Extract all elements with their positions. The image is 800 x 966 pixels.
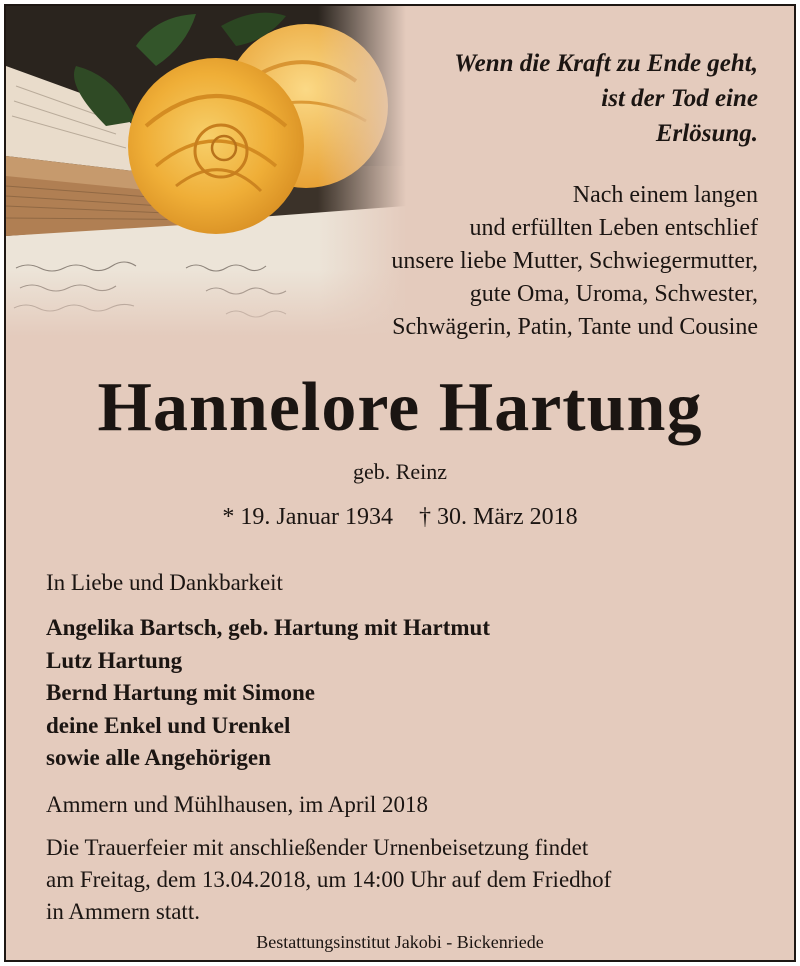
thanks-line: In Liebe und Dankbarkeit: [46, 570, 283, 595]
mourner: Lutz Hartung: [46, 647, 183, 673]
service-info: [46, 832, 764, 928]
quote-line: Wenn die Kraft zu Ende geht,: [454, 50, 758, 77]
death-date: † 30. März 2018: [419, 504, 578, 530]
service-line: am Freitag, dem 13.04.2018, um 14:00 Uhr auf dem Friedhof: [46, 867, 612, 892]
intro-text: [391, 179, 758, 344]
intro-line: Schwägerin, Patin, Tante und Cousine: [392, 314, 758, 340]
service-line: Die Trauerfeier mit anschließender Urnenbeisetzung findet: [46, 835, 589, 860]
intro-line: Nach einem langen: [572, 182, 758, 208]
mourner: sowie alle Angehörigen: [46, 745, 271, 770]
birth-date: * 19. Januar 1934: [222, 504, 393, 530]
quote: [454, 46, 758, 151]
mourners-list: [46, 612, 764, 775]
deceased-name: Hannelore Hartung: [97, 369, 703, 446]
birth-name: geb. Reinz: [352, 459, 448, 484]
quote-line: Erlösung.: [655, 120, 758, 147]
undertaker: Bestattungsinstitut Jakobi - Bickenriede: [256, 932, 544, 952]
mourner: Angelika Bartsch, geb. Hartung mit Hartmut: [46, 615, 491, 640]
place-date: Ammern und Mühlhausen, im April 2018: [46, 792, 429, 817]
intro-line: und erfüllten Leben entschlief: [469, 215, 758, 241]
mourner: Bernd Hartung mit Simone: [46, 680, 315, 705]
intro-line: gute Oma, Uroma, Schwester,: [469, 281, 758, 307]
rose-book-photo: [6, 6, 406, 336]
quote-line: ist der Tod eine: [601, 85, 758, 112]
rose-illustration: [6, 6, 406, 336]
service-line: in Ammern statt.: [46, 899, 200, 924]
intro-line: unsere liebe Mutter, Schwiegermutter,: [391, 248, 758, 274]
life-dates: [6, 501, 794, 533]
mourner: deine Enkel und Urenkel: [46, 712, 291, 738]
obituary-card: [4, 4, 796, 962]
